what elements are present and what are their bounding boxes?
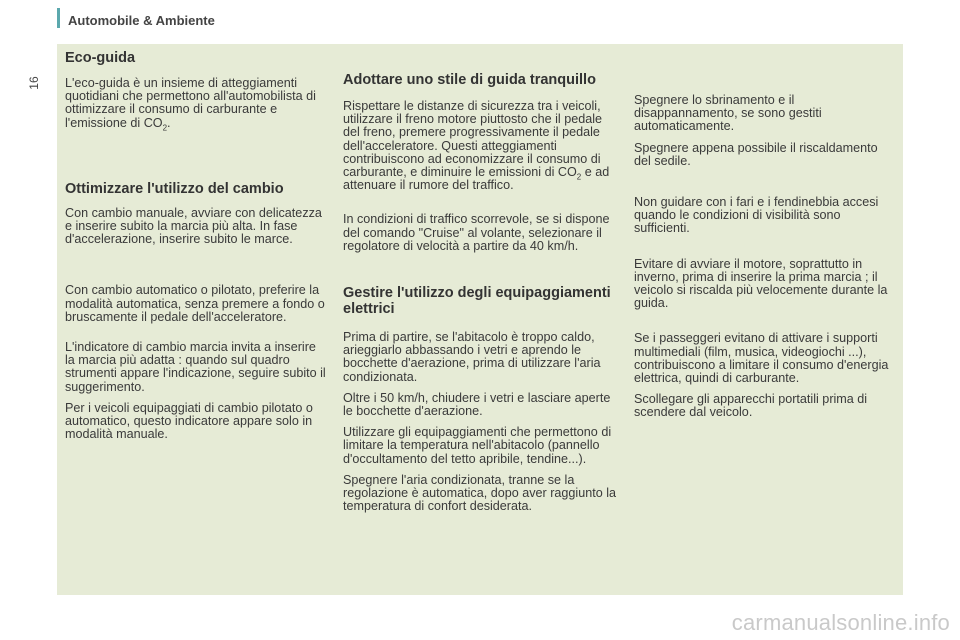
- tip-portable-devices: Scollegare gli apparecchi portatili prima di scendere dal veicolo.: [634, 392, 868, 420]
- electrical-paragraph-1: Prima di partire, se l'abitacolo è troppo caldo, arieggiarlo abbassando i vetri e aprendo le bocchette d'aerazione, prima di utilizzare l'aria condizionata.: [343, 330, 601, 384]
- tip-defrost: Spegnere lo sbrinamento e il disappannamento, se sono gestiti automaticamente.: [634, 93, 822, 134]
- watermark: carmanualsonline.info: [731, 610, 950, 635]
- tip-engine-start: Evitare di avviare il motore, soprattutto in inverno, prima di inserire la prima marcia ; il veicolo si riscalda più velocemente durante la guida.: [634, 256, 888, 311]
- header-accent-bar: [57, 8, 60, 28]
- electrical-paragraph-3: Utilizzare gli equipaggiamenti che permettono di limitare la temperatura nell'abitacolo (pannello d'occultamento del tetto apribile, tendine...).: [343, 425, 612, 466]
- column-right: [634, 94, 896, 420]
- heading-electrical-equipment: Gestire l'utilizzo degli equipaggiamenti elettrici: [343, 285, 611, 318]
- gear-paragraph-automatic: Con cambio automatico o pilotato, preferire la modalità automatica, senza premere a fondo o bruscamente il pedale dell'acceleratore.: [65, 283, 325, 324]
- heading-calm-driving: Adottare uno stile di guida tranquillo: [343, 72, 596, 88]
- tip-lights: Non guidare con i fari e i fendinebbia accesi quando le condizioni di visibilità sono sufficienti.: [634, 195, 879, 236]
- heading-eco-guida: Eco-guida: [65, 50, 136, 66]
- section-title: Automobile & Ambiente: [68, 13, 215, 28]
- tip-seat-heating: Spegnere appena possibile il riscaldamento del sedile.: [634, 140, 878, 168]
- tip-multimedia: Se i passeggeri evitano di attivare i supporti multimediali (film, musica, videogiochi ...), contribuiscono a limitare il consumo d'energia elettrica, quindi di carburante.: [634, 331, 889, 386]
- column-middle: [343, 72, 621, 513]
- electrical-paragraph-4: Spegnere l'aria condizionata, tranne se la regolazione è automatica, dopo aver raggiunto la temperatura di confort desiderata.: [343, 472, 617, 514]
- page-number: 16: [27, 76, 41, 90]
- calm-driving-paragraph-1: Rispettare le distanze di sicurezza tra i veicoli, utilizzare il freno motore piuttosto che il pedale del freno, premere progressivamente il pedale dell'acceleratore. Questi atteggiamenti contribuiscono ad economizzare il consumo di carburante, e diminuire le emissioni di $CO_2$ e ad attenuare il rumore del traffico.: [343, 99, 610, 193]
- gear-paragraph-indicator: L'indicatore di cambio marcia invita a inserire la marcia più adatta : quando sul quadro strumenti appare l'indicazione, seguire subito il suggerimento.: [65, 340, 326, 394]
- gear-paragraph-manual: Con cambio manuale, avviare con delicatezza e inserire subito la marcia più alta. In fase d'accelerazione, inserire subito le marce.: [65, 205, 322, 247]
- eco-guida-intro: L'eco-guida è un insieme di atteggiamenti quotidiani che permettono all'automobilista di ottimizzare il consumo di carburante e l'emissione di $CO_2$.: [65, 76, 316, 133]
- gear-paragraph-piloted: Per i veicoli equipaggiati di cambio pilotato o automatico, questo indicatore appare solo in modalità manuale.: [65, 400, 313, 442]
- calm-driving-paragraph-cruise: In condizioni di traffico scorrevole, se si dispone del comando "Cruise" al volante, selezionare il regolatore di velocità a partire da 40 km/h.: [343, 212, 610, 253]
- column-left: [65, 50, 327, 441]
- heading-gear-usage: Ottimizzare l'utilizzo del cambio: [65, 180, 284, 197]
- electrical-paragraph-2: Oltre i 50 km/h, chiudere i vetri e lasciare aperte le bocchette d'aerazione.: [343, 390, 611, 419]
